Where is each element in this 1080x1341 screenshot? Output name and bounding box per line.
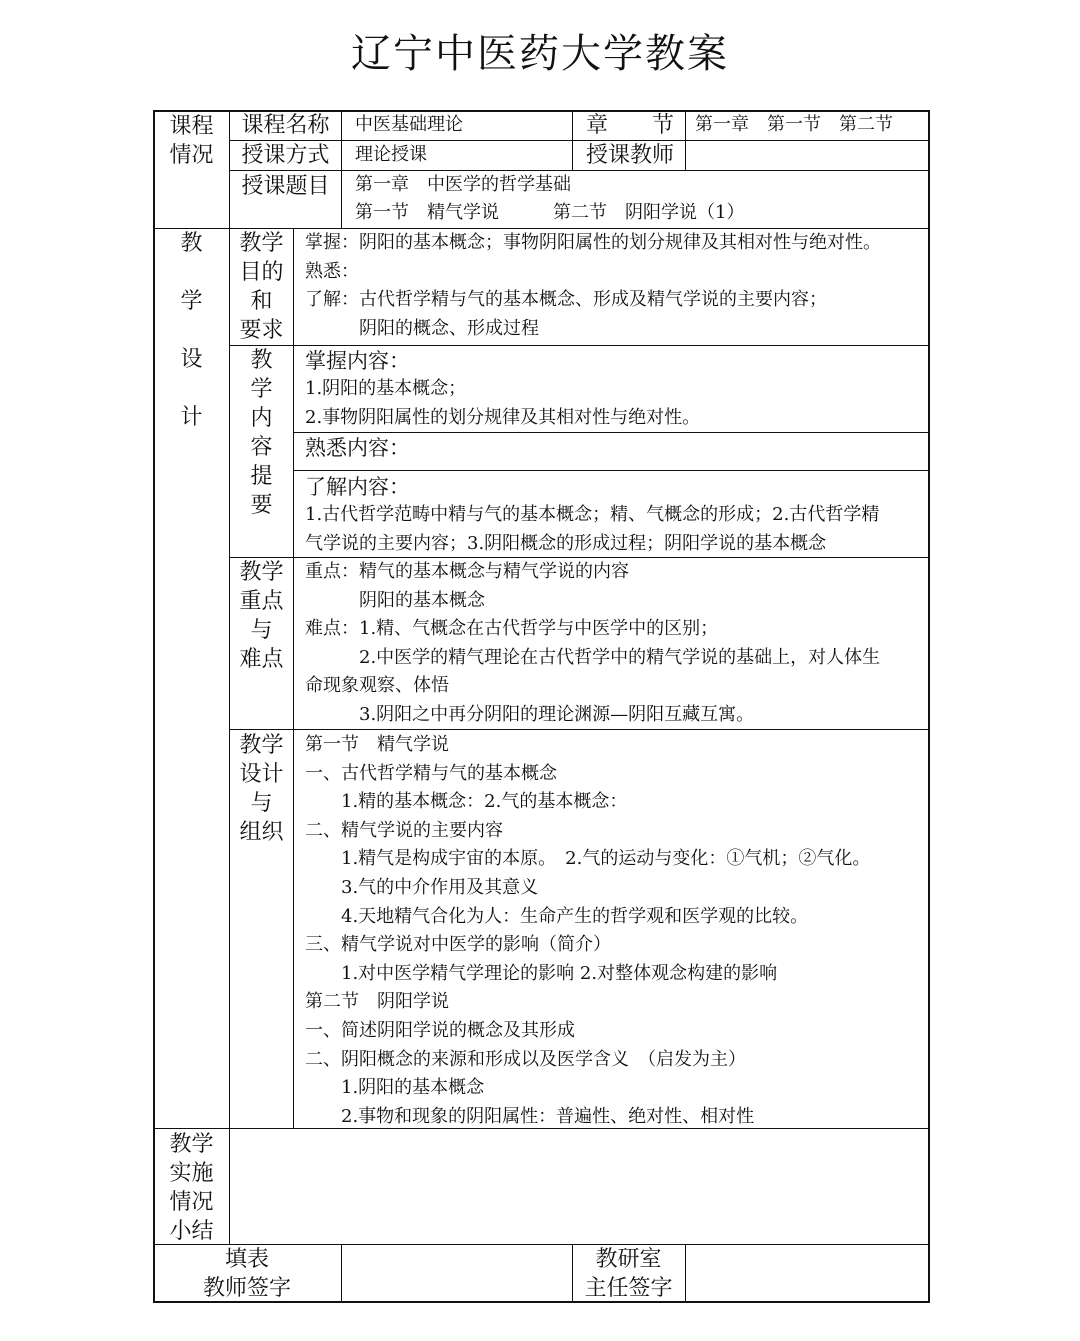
- master-content-title: 掌握内容：: [305, 349, 410, 373]
- course-name-label: 课程名称: [241, 113, 330, 138]
- objective-line: 了解：古代哲学精与气的基本概念、形成及精气学说的主要内容；: [305, 289, 827, 311]
- column-divider: [685, 110, 686, 170]
- organization-line: 第二节 阴阳学说: [305, 991, 449, 1013]
- teaching-method-value: 理论授课: [355, 144, 427, 165]
- key-points-content: [305, 558, 880, 730]
- objective-line: 阴阳的概念、形成过程: [305, 317, 539, 339]
- organization-line: 1.精的基本概念：2.气的基本概念：: [305, 791, 628, 813]
- objective-line: 熟悉：: [305, 260, 359, 282]
- column-divider: [685, 1244, 686, 1303]
- column-divider: [293, 228, 294, 1128]
- understand-content-title: 了解内容：: [305, 475, 410, 499]
- organization-line: 1.阴阳的基本概念: [305, 1077, 485, 1099]
- topic-line: 第一章 中医学的哲学基础: [355, 174, 571, 195]
- key-point-line: 难点：1.精、气概念在古代哲学与中医学中的区别；: [305, 618, 719, 640]
- content-summary-label: 教 学 内 容 提 要: [250, 348, 273, 518]
- organization-line: 二、阴阳概念的来源和形成以及医学含义 （启发为主）: [305, 1048, 746, 1070]
- key-point-line: 3.阴阳之中再分阴阳的理论渊源—阴阳互藏互寓。: [305, 703, 755, 725]
- master-content-line: 1.阴阳的基本概念；: [305, 378, 467, 399]
- topic-label: 授课题目: [241, 174, 330, 199]
- key-point-line: 阴阳的基本概念: [305, 589, 485, 611]
- organization-line: 4.天地精气合化为人：生命产生的哲学观和医学观的比较。: [305, 905, 809, 927]
- organization-line: 3.气的中介作用及其意义: [305, 876, 539, 898]
- objectives-label: 教学 目的 和 要求: [239, 231, 284, 343]
- column-divider: [341, 1244, 342, 1303]
- organization-line: 2.事物和现象的阴阳属性：普遍性、绝对性、相对性: [305, 1105, 755, 1127]
- teacher-label: 授课教师: [586, 143, 675, 168]
- summary-label: 教学 实施 情况 小结: [169, 1132, 214, 1244]
- objective-line: 掌握：阴阳的基本概念；事物阴阳属性的划分规律及其相对性与绝对性。: [305, 232, 881, 253]
- understand-content-line: 1.古代哲学范畴中精与气的基本概念；精、气概念的形成；2.古代哲学精: [305, 504, 880, 525]
- page-title: 辽宁中医药大学教案: [351, 31, 729, 77]
- organization-line: 一、古代哲学精与气的基本概念: [305, 762, 557, 784]
- column-divider: [572, 110, 573, 170]
- teaching-method-label: 授课方式: [241, 143, 330, 168]
- master-content-list: [305, 375, 700, 432]
- organization-line: 第一节 精气学说: [305, 734, 449, 755]
- organization-label: 教学 设计 与 组织: [239, 733, 284, 845]
- topic-line: 第一节 精气学说 第二节 阴阳学说（1）: [355, 202, 745, 223]
- teaching-design-label: 教 学 设 计: [180, 231, 203, 430]
- teacher-signature-label: 填表 教师签字: [202, 1247, 291, 1301]
- key-point-line: 命现象观察、体悟: [305, 675, 449, 697]
- understand-content-list: [305, 501, 879, 558]
- column-divider: [341, 110, 342, 228]
- row-divider: [294, 470, 930, 471]
- organization-line: 三、精气学说对中医学的影响（简介）: [305, 934, 611, 956]
- organization-content: [305, 731, 870, 1131]
- objectives-content: [305, 229, 881, 343]
- chapter-value: 第一章 第一节 第二节: [695, 114, 893, 135]
- row-divider: [230, 170, 930, 171]
- understand-content-line: 气学说的主要内容；3.阴阳概念的形成过程；阴阳学说的基本概念: [305, 532, 827, 554]
- master-content-line: 2.事物阴阳属性的划分规律及其相对性与绝对性。: [305, 406, 701, 428]
- chapter-label: 章 节: [586, 113, 675, 138]
- row-divider: [230, 345, 930, 346]
- organization-line: 二、精气学说的主要内容: [305, 819, 503, 841]
- key-point-line: 2.中医学的精气理论在古代哲学中的精气学说的基础上，对人体生: [305, 646, 881, 668]
- familiar-content-title: 熟悉内容：: [305, 436, 410, 460]
- course-info-label: 课程 情况: [169, 114, 214, 168]
- director-signature-label: 教研室 主任签字: [584, 1247, 673, 1301]
- organization-line: 1.精气是构成宇宙的本原。 2.气的运动与变化：①气机；②气化。: [305, 848, 871, 870]
- organization-line: 1.对中医学精气学理论的影响 2.对整体观念构建的影响: [305, 962, 778, 984]
- key-point-line: 重点：精气的基本概念与精气学说的内容: [305, 561, 629, 582]
- organization-line: 一、简述阴阳学说的概念及其形成: [305, 1019, 575, 1041]
- key-points-label: 教学 重点 与 难点: [239, 560, 284, 672]
- course-name-value: 中医基础理论: [355, 114, 463, 135]
